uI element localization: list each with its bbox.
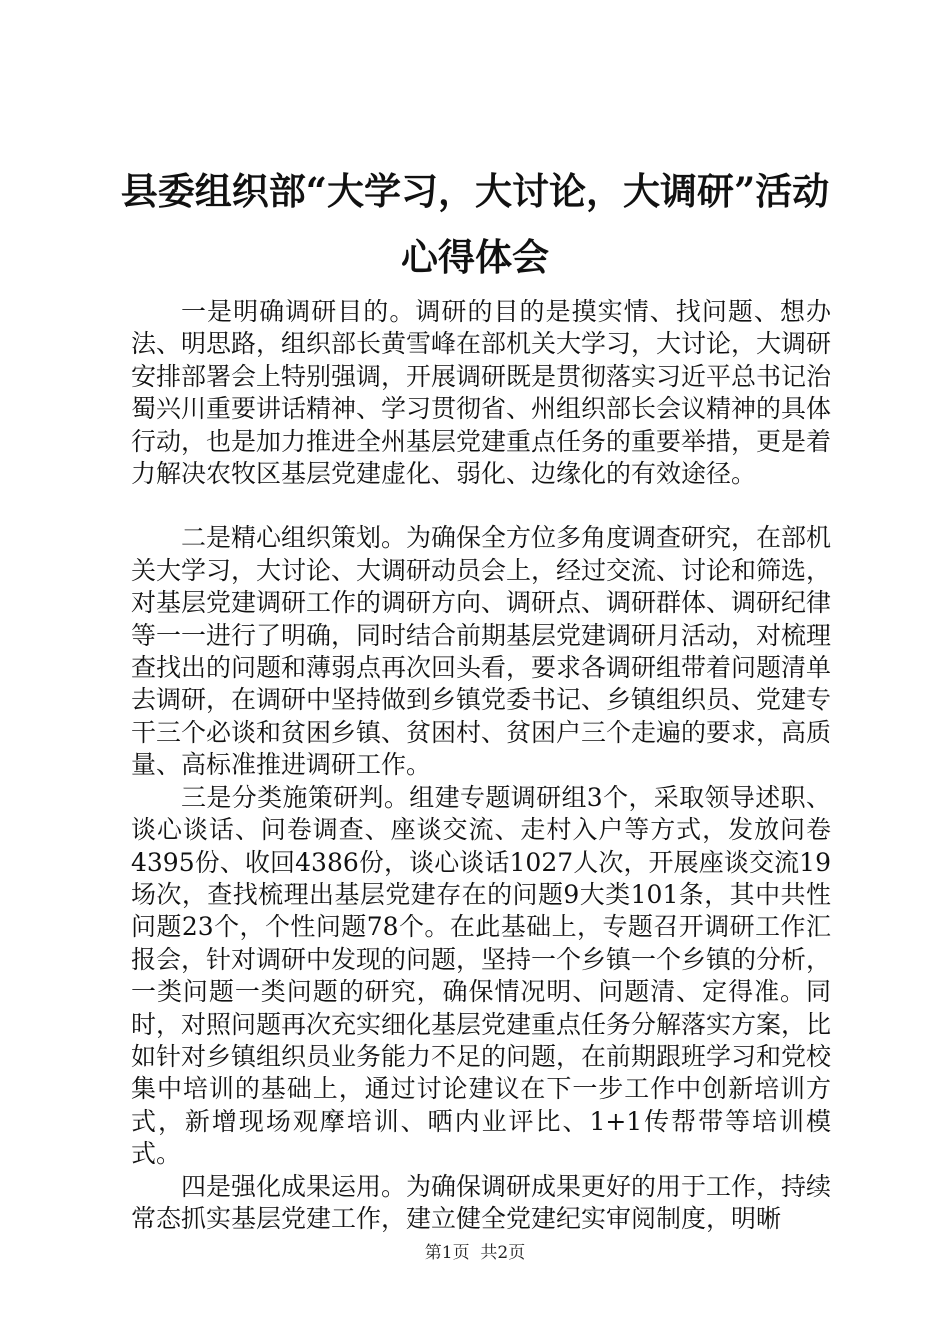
page-number: 第1页: [424, 1243, 470, 1263]
paragraph-1: 一是明确调研目的。调研的目的是摸实情、找问题、想办法、明思路，组织部长黄雪峰在部机关大学习，大讨论，大调研安排部署会上特别强调，开展调研既是贯彻落实习近平总书记治蜀兴川重要讲话精神、学习贯彻省、州组织部长会议精神的具体行动，也是加力推进全州基层党建重点任务的重要举措，更是着力解决农牧区基层党建虚化、弱化、边缘化的有效途径。: [131, 297, 832, 489]
document-title: [100, 158, 850, 290]
document-body: [131, 296, 831, 1235]
title-line-2: 心得体会: [401, 235, 549, 279]
paragraph-3: 三是分类施策研判。组建专题调研组3个，采取领导述职、谈心谈话、问卷调查、座谈交流、走村入户等方式，发放问卷4395份、收回4386份，谈心谈话1027人次，开展座谈交流19场次，查找梳理出基层党建存在的问题9大类101条，其中共性问题23个，个性问题78个。在此基础上，专题召开调研工作汇报会，针对调研中发现的问题，坚持一个乡镇一个乡镇的分析，一类问题一类问题的研究，确保情况明、问题清、定得准。同时，对照问题再次充实细化基层党建重点任务分解落实方案，比如针对乡镇组织员业务能力不足的问题，在前期跟班学习和党校集中培训的基础上，通过讨论建议在下一步工作中创新培训方式，新增现场观摩培训、晒内业评比、1+1传帮带等培训模式。: [131, 782, 832, 1169]
paragraph-2: 二是精心组织策划。为确保全方位多角度调查研究，在部机关大学习，大讨论、大调研动员会上，经过交流、讨论和筛选，对基层党建调研工作的调研方向、调研点、调研群体、调研纪律等一一进行了明确，同时结合前期基层党建调研月活动，对梳理查找出的问题和薄弱点再次回头看，要求各调研组带着问题清单去调研，在调研中坚持做到乡镇党委书记、乡镇组织员、党建专干三个必谈和贫困乡镇、贫困村、贫困户三个走遍的要求，高质量、高标准推进调研工作。: [131, 523, 832, 780]
page-footer: [0, 1242, 950, 1264]
paragraph-4: 四是强化成果运用。为确保调研成果更好的用于工作，持续常态抓实基层党建工作，建立健全党建纪实审阅制度，明晰: [131, 1171, 832, 1233]
footer-separator: [470, 1243, 481, 1263]
page-total: 共2页: [480, 1243, 526, 1263]
title-line-1: 县委组织部“大学习，大讨论，大调研”活动: [120, 169, 830, 213]
